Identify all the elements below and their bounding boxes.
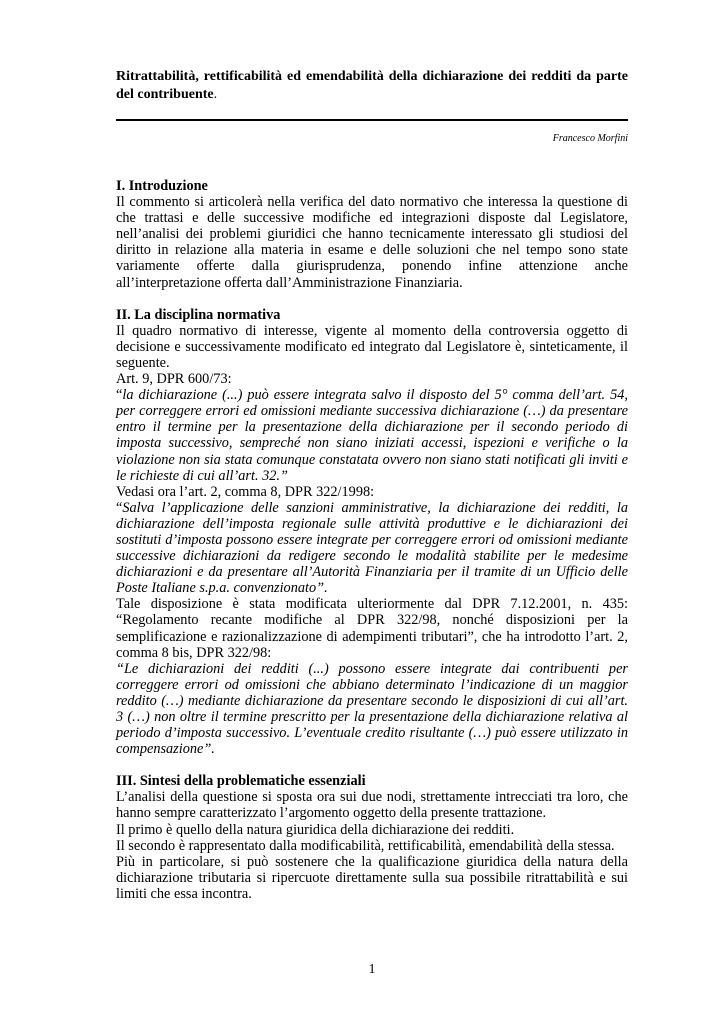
page-number: 1 bbox=[368, 962, 376, 977]
quote-paragraph: “Salva l’applicazione delle sanzioni amministrative, la dichiarazione dei redditi, la dichiarazione dell’imposta regionale sulle attività produttive e le dichiarazioni dei sostituti d’imposta possono essere integrate per correggere errori od omissioni mediante successive dichiarazioni da redigere secondo le modalità stabilite per le medesime dichiarazioni e da presentare all’Autorità Finanziaria per il tramite di un Ufficio delle Poste Italiane s.p.a. convenzionato”. bbox=[116, 499, 628, 597]
paragraph: Il commento si articolerà nella verifica del dato normativo che interessa la questione di che trattasi e delle successive modifiche ed integrazioni disposte dal Legislatore, nell’analisi dei problemi giuridici che hanno tecnicamente interessato gli studiosi del diritto in relazione alla materia in esame e delle soluzioni che nel tempo sono state variamente offerte dalla giurisprudenza, ponendo infine attenzione anche all’interpretazione offerta dall’Amministrazione Finanziaria. bbox=[116, 194, 628, 291]
paragraph: Il quadro normativo di interesse, vigente al momento della controversia oggetto di decisione e successivamente modificato ed integrato dal Legislatore è, sinteticamente, il seguente. bbox=[116, 322, 628, 371]
paragraph: L’analisi della questione si sposta ora sui due nodi, strettamente intrecciati tra loro, che hanno sempre caratterizzato l’argomento oggetto della presente trattazione. bbox=[116, 789, 628, 822]
paragraph: Tale disposizione è stata modificata ulteriormente dal DPR 7.12.2001, n. 435: “Regolamento recante modifiche al DPR 322/98, nonché disposizioni per la semplificazione e razionalizzazione di adempimenti tributari”, che ha introdotto l’art. 2, comma 8 bis, DPR 322/98: bbox=[116, 596, 628, 661]
document-body bbox=[116, 178, 628, 902]
paragraph: Il primo è quello della natura giuridica della dichiarazione dei redditi. bbox=[116, 821, 515, 838]
title-divider bbox=[116, 119, 628, 121]
paragraph: Art. 9, DPR 600/73: bbox=[116, 371, 232, 388]
paragraph: Vedasi ora l’art. 2, comma 8, DPR 322/1998: bbox=[116, 483, 375, 500]
document-title: Ritrattabilità, rettificabilità ed emendabilità della dichiarazione dei redditi da parte del contribuente. bbox=[116, 69, 628, 102]
author-name: Francesco Morfini bbox=[552, 133, 628, 144]
section-heading-sintesi: III. Sintesi della problematiche essenziali bbox=[116, 773, 366, 790]
section-heading-intro: I. Introduzione bbox=[116, 178, 208, 194]
paragraph: Più in particolare, si può sostenere che la qualificazione giuridica della natura della dichiarazione tributaria si ripercuote direttamente sulla sua possibile ritrattabilità e sui limiti che essa incontra. bbox=[116, 853, 628, 902]
quote-paragraph: “la dichiarazione (...) può essere integrata salvo il disposto del 5° comma dell’art. 54, per correggere errori ed omissioni mediante successiva dichiarazione (…) da presentare entro il termine per la presentazione della dichiarazione per il secondo periodo di imposta successivo, sempreché non siano iniziati accessi, ispezioni e verifiche o la violazione non sia stata comunque constatata ovvero non siano stati notificati gli inviti e le richieste di cui all’art. 32.” bbox=[116, 387, 628, 484]
paragraph: Il secondo è rappresentato dalla modificabilità, rettificabilità, emendabilità della stessa. bbox=[116, 837, 615, 854]
section-heading-normativa: II. La disciplina normativa bbox=[116, 306, 281, 323]
quote-paragraph: “Le dichiarazioni dei redditi (...) possono essere integrate dai contribuenti per correggere errori od omissioni che abbiano determinato l’indicazione di un maggior reddito (…) mediante dichiarazione da presentare secondo le disposizioni di cui all’art. 3 (…) non oltre il termine prescritto per la presentazione della dichiarazione relativa al periodo d’imposta successivo. L’eventuale credito risultante (…) può essere utilizzato in compensazione”. bbox=[116, 660, 628, 758]
